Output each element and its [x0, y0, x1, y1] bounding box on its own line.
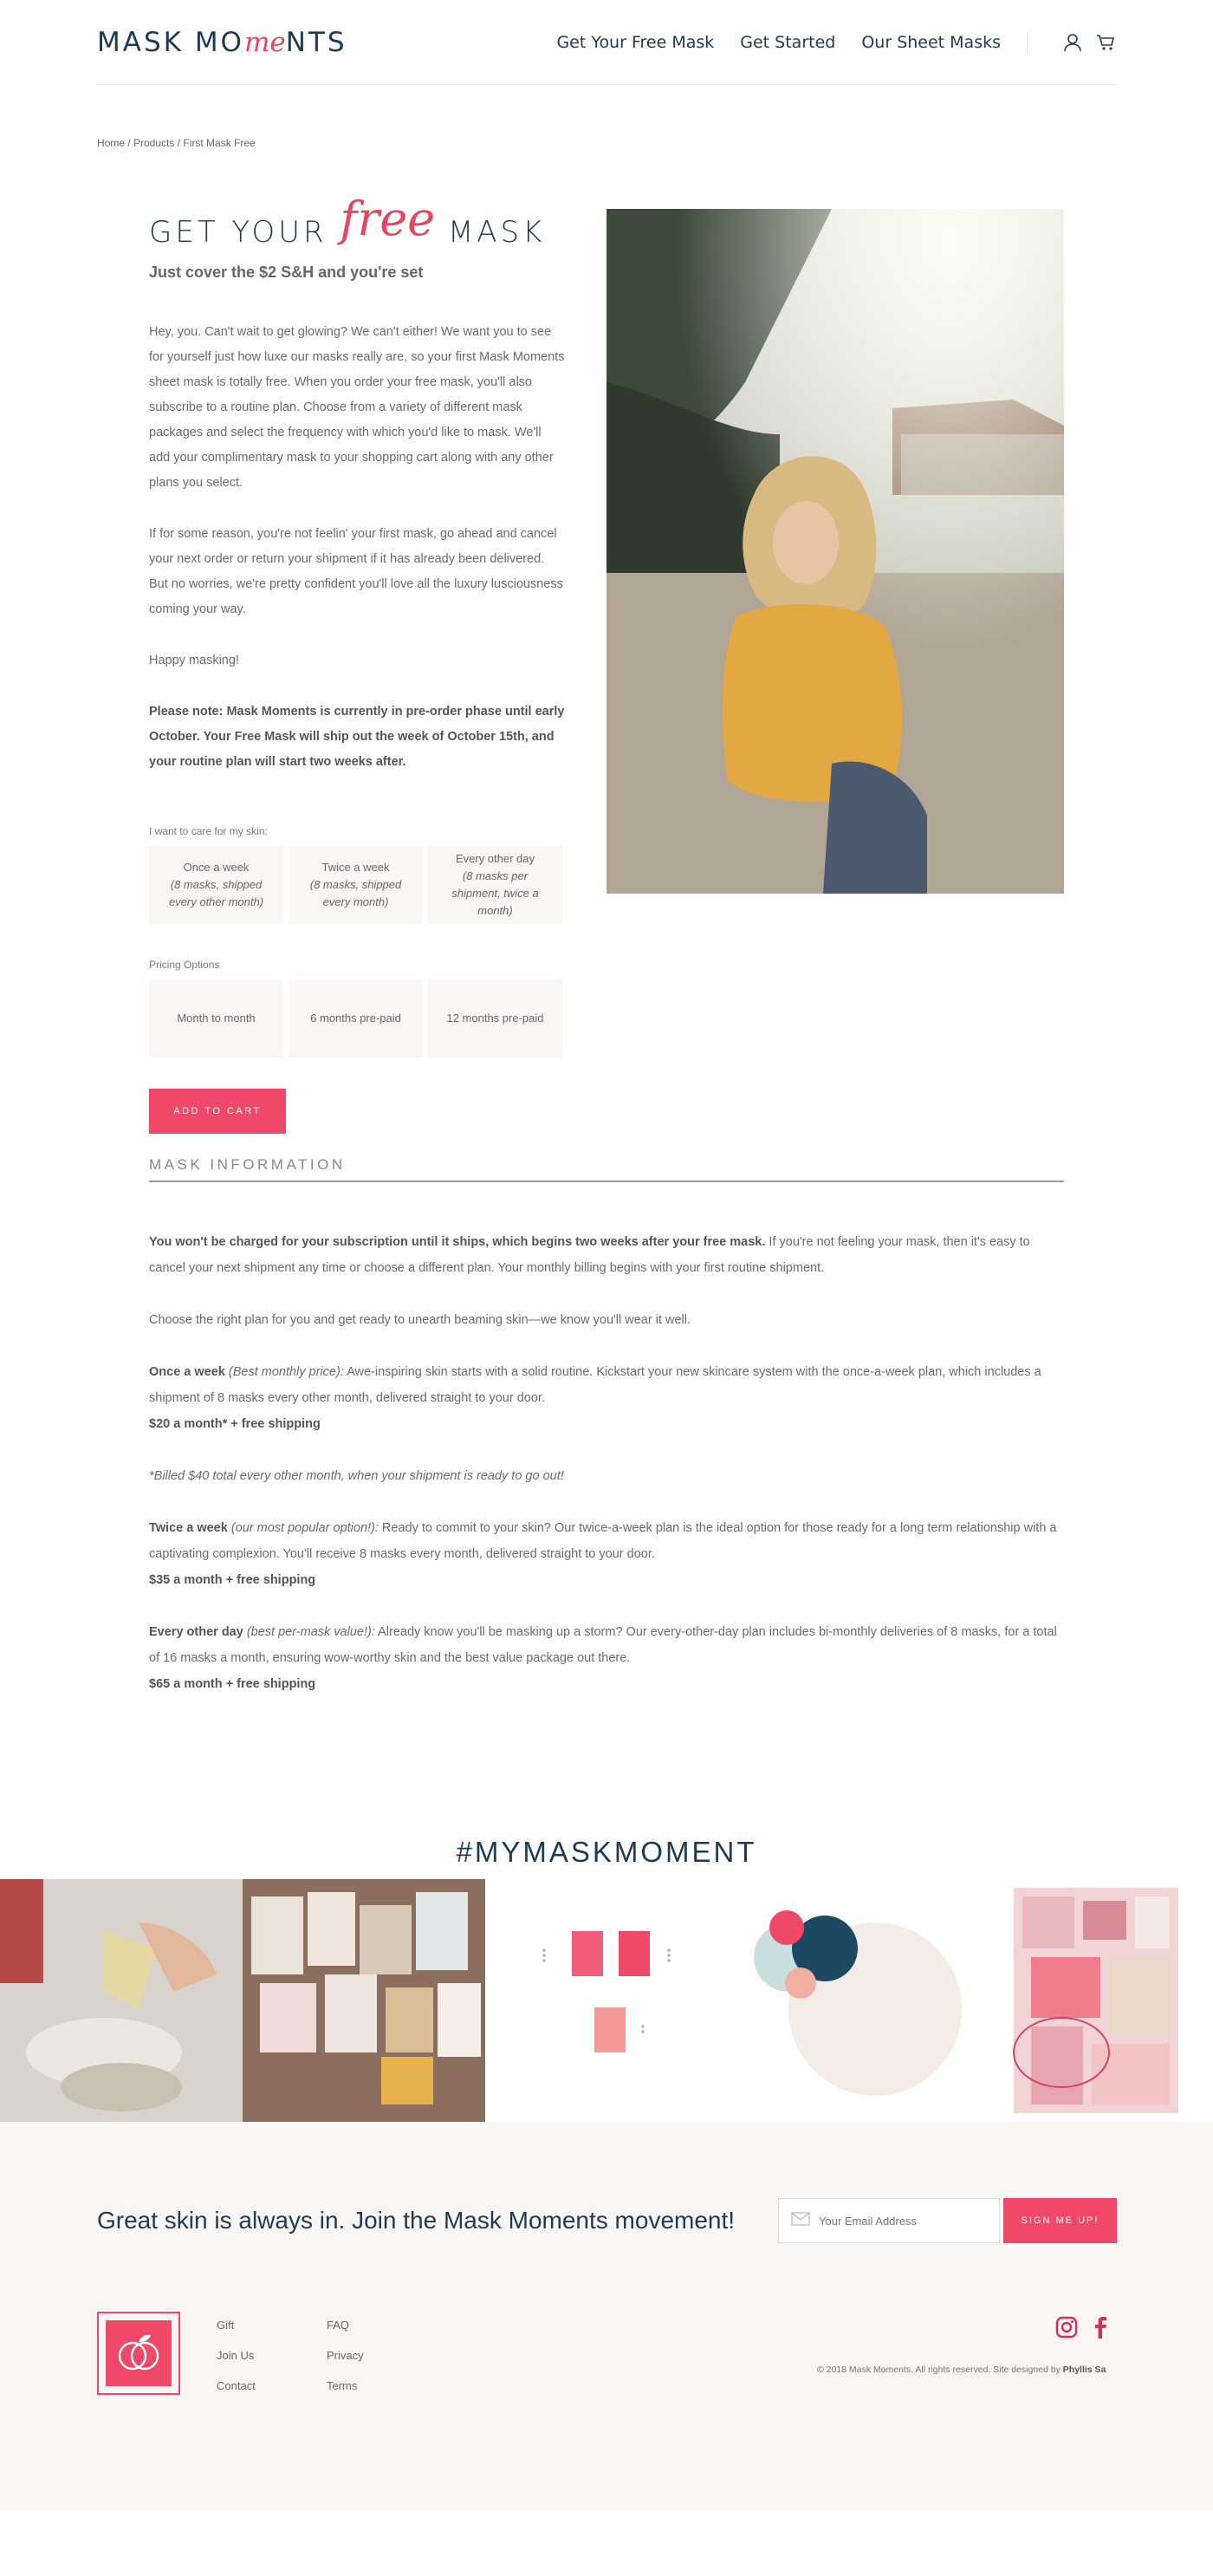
breadcrumb[interactable]: Home / Products / First Mask Free — [97, 137, 256, 149]
happy-paragraph: Happy masking! — [149, 654, 239, 667]
footer-link-contact[interactable]: Contact — [217, 2379, 256, 2392]
peach-logo-icon — [117, 2333, 160, 2373]
preorder-note: Please note: Mask Moments is currently in pre-order phase until early October. Your Free Mask will ship out the week of October 15th, and your routine plan will start two weeks after. — [149, 705, 565, 769]
info-heading: MASK INFORMATION — [149, 1156, 1064, 1182]
nav-sheet-masks[interactable]: Our Sheet Masks — [861, 32, 1001, 52]
email-input[interactable] — [819, 2215, 983, 2228]
info-billing: You won't be charged for your subscription until it ships, which begins two weeks after your free mask. If you're not feeling your mask, then it's easy to cancel your next shipment any time or choose a different plan. Your monthly billing begins with your first routine shipment. — [149, 1235, 1030, 1275]
footer-links-1 — [217, 2319, 256, 2410]
product-details — [149, 192, 565, 1134]
pricing-option-6-months[interactable]: 6 months pre-paid — [289, 979, 423, 1057]
care-option-twice[interactable]: Twice a week (8 masks, shipped every month) — [289, 846, 423, 924]
gallery-photo-masks[interactable] — [243, 1879, 485, 2122]
nav-free-mask[interactable]: Get Your Free Mask — [556, 32, 715, 52]
designer-link[interactable]: Phyllis Sa — [1062, 2365, 1106, 2375]
mail-icon — [791, 2212, 810, 2230]
care-option-once[interactable]: Once a week (8 masks, shipped every other month) — [149, 846, 283, 924]
care-options — [149, 846, 565, 924]
site-header — [97, 0, 1116, 85]
footer-link-faq[interactable]: FAQ — [327, 2319, 350, 2332]
return-paragraph: If for some reason, you're not feelin' your first mask, go ahead and cancel your next order or return your shipment if it has already been delivered. But no worries, we're pretty confident you'll love all the luxury lusciousness coming your way. — [149, 527, 563, 616]
add-to-cart-button[interactable]: ADD TO CART — [149, 1089, 286, 1134]
pricing-label: Pricing Options — [149, 959, 220, 971]
gallery-photo-moodboard[interactable] — [970, 1879, 1213, 2122]
nav-divider — [1027, 32, 1028, 53]
page-title: GET YOUR free MASK — [149, 192, 546, 250]
intro-paragraph: Hey, you. Can't wait to get glowing? We can't either! We want you to see for yourself just how luxe our masks really are, so your first Mask Moments sheet mask is totally free. When you order your free mask, you'll also subscribe to a routine plan. Choose from a variety of different mask packages and select the frequency with which you'd like to mask. We'll add your complimentary mask to your shopping cart along with any other plans you select. — [149, 325, 565, 490]
social-links — [1055, 2316, 1109, 2343]
mask-information — [149, 1156, 1064, 1697]
footer-links-2 — [327, 2319, 364, 2410]
page-subtitle: Just cover the $2 S&H and you're set — [149, 263, 424, 281]
care-option-every-other-day[interactable]: Every other day (8 masks per shipment, twice a month) — [428, 846, 562, 924]
account-icon[interactable] — [1062, 32, 1083, 53]
plan-every-other-day: Every other day (best per-mask value!): Already know you'll be masking up a storm? Our every-other-day plan includes bi-monthly deliveries of 8 masks, for a total of 16 masks a month, ensuring wow-worthy skin and the best value package out there. $65 a month + free shipping — [149, 1625, 1057, 1691]
instagram-gallery — [0, 1879, 1213, 2122]
gallery-graphic-packets[interactable] — [485, 1879, 728, 2122]
hashtag-heading: #MYMASKMOMENT — [456, 1836, 757, 1868]
product-section — [0, 151, 1213, 1156]
copyright: © 2018 Mask Moments. All rights reserved. Site designed by Phyllis Sa — [817, 2365, 1106, 2375]
info-choose: Choose the right plan for you and get ready to unearth beaming skin—we know you'll wear it well. — [149, 1313, 691, 1327]
footer-link-gift[interactable]: Gift — [217, 2319, 235, 2332]
plan-once-footnote: *Billed $40 total every other month, when your shipment is ready to go out! — [149, 1469, 564, 1483]
instagram-icon[interactable] — [1055, 2316, 1078, 2343]
footer-link-terms[interactable]: Terms — [327, 2379, 358, 2392]
gallery-graphic-circles[interactable] — [728, 1879, 970, 2122]
gallery-photo-serum[interactable] — [0, 1879, 243, 2122]
pricing-option-monthly[interactable]: Month to month — [149, 979, 283, 1057]
facebook-icon[interactable] — [1092, 2316, 1109, 2343]
plan-once: Once a week (Best monthly price): Awe-inspiring skin starts with a solid routine. Kickstart your new skincare system with the once-a-week plan, which includes a shipment of 8 masks every other month, delivered straight to your door. $20 a month* + free shipping — [149, 1365, 1041, 1431]
plan-twice: Twice a week (our most popular option!): Ready to commit to your skin? Our twice-a-week plan is the ideal option for those ready for a long term relationship with a captivating complexion. You'll receive 8 masks every month, delivered straight to your door. $35 a month + free shipping — [149, 1521, 1057, 1587]
footer-link-join[interactable]: Join Us — [217, 2349, 255, 2362]
footer-link-privacy[interactable]: Privacy — [327, 2349, 364, 2362]
footer-logo[interactable] — [97, 2312, 180, 2395]
main-nav — [530, 32, 1116, 53]
hero-photo — [606, 209, 1064, 894]
site-logo[interactable]: MASK MOmeNTS — [97, 26, 347, 58]
nav-get-started[interactable]: Get Started — [740, 32, 836, 52]
sign-up-button[interactable]: SIGN ME UP! — [1003, 2198, 1117, 2243]
site-footer — [0, 2122, 1213, 2510]
pricing-option-12-months[interactable]: 12 months pre-paid — [428, 979, 562, 1057]
pricing-options — [149, 979, 565, 1057]
cart-icon[interactable] — [1095, 32, 1116, 53]
care-label: I want to care for my skin: — [149, 825, 268, 837]
email-field[interactable] — [778, 2198, 1000, 2243]
newsletter-tagline: Great skin is always in. Join the Mask Moments movement! — [97, 2207, 736, 2234]
